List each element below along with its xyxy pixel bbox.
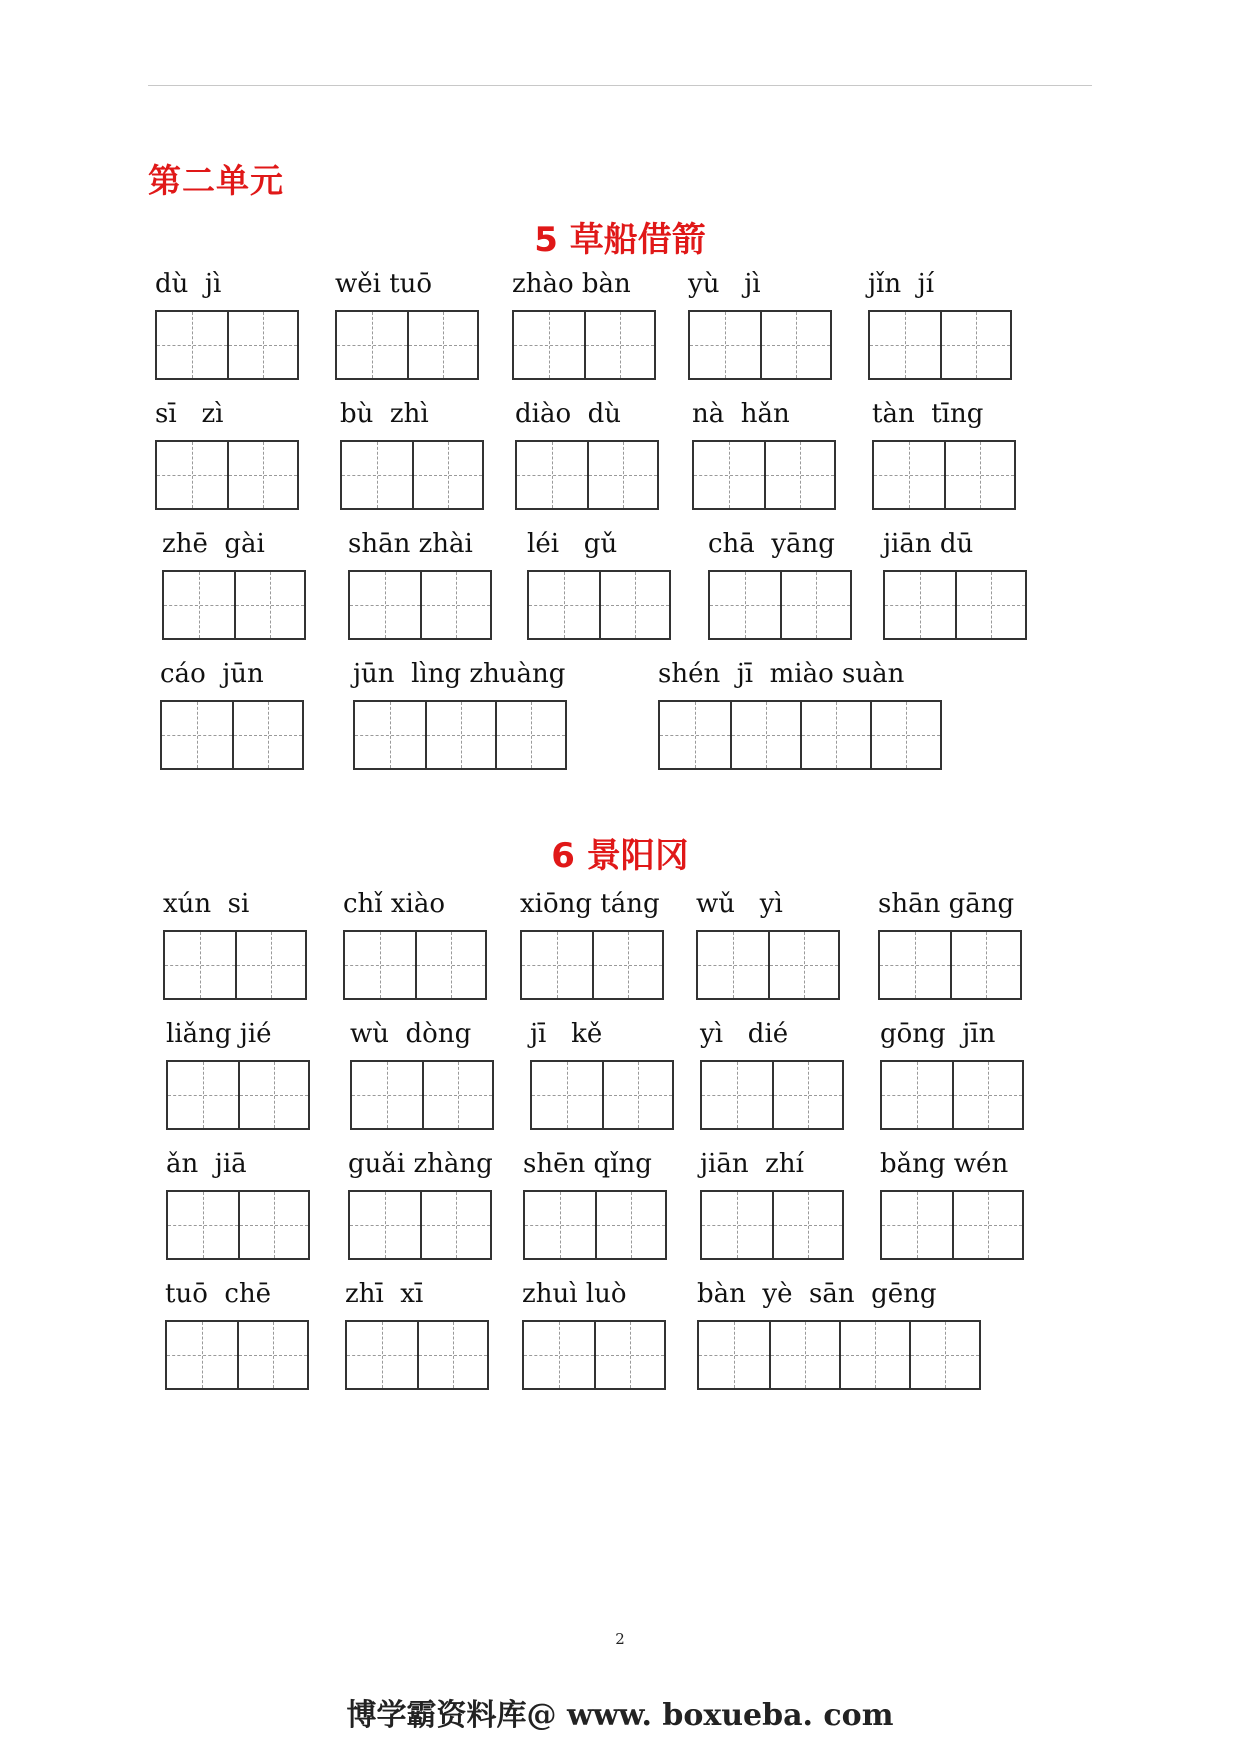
writing-cell[interactable] [352,1062,422,1128]
writing-cell[interactable] [235,932,305,998]
writing-cell[interactable] [769,1322,839,1388]
tianzige-grid [658,700,942,770]
tianzige-grid [343,930,487,1000]
writing-cell[interactable] [698,932,768,998]
tianzige-grid [162,570,306,640]
writing-cell[interactable] [764,442,834,508]
writing-cell[interactable] [870,312,940,378]
pinyin-label: shēn qǐng [523,1149,652,1179]
writing-cell[interactable] [882,1192,952,1258]
tianzige-grid [345,1320,489,1390]
writing-cell[interactable] [422,1062,492,1128]
writing-cell[interactable] [165,932,235,998]
pinyin-label: ǎn jiā [166,1149,247,1179]
tianzige-grid [697,1320,981,1390]
writing-cell[interactable] [584,312,654,378]
tianzige-grid [700,1190,844,1260]
pinyin-label: guǎi zhàng [348,1149,493,1179]
writing-cell[interactable] [157,442,227,508]
writing-cell[interactable] [238,1062,308,1128]
writing-cell[interactable] [880,932,950,998]
pinyin-label: bǎng wén [880,1149,1009,1179]
writing-cell[interactable] [350,572,420,638]
writing-cell[interactable] [522,932,592,998]
tianzige-grid [512,310,656,380]
writing-cell[interactable] [839,1322,909,1388]
writing-cell[interactable] [168,1192,238,1258]
writing-cell[interactable] [425,702,495,768]
writing-cell[interactable] [337,312,407,378]
lesson-title: 6 景阳冈 [551,836,689,876]
writing-cell[interactable] [164,572,234,638]
pinyin-label: bù zhì [340,399,429,429]
tianzige-grid [880,1190,1024,1260]
writing-cell[interactable] [955,572,1025,638]
writing-cell[interactable] [162,702,232,768]
writing-cell[interactable] [532,1062,602,1128]
pinyin-label: xiōng táng [520,889,660,919]
writing-cell[interactable] [415,932,485,998]
writing-cell[interactable] [885,572,955,638]
tianzige-grid [523,1190,667,1260]
tianzige-grid [530,1060,674,1130]
writing-cell[interactable] [420,572,490,638]
header-rule [148,85,1092,86]
pinyin-label: nà hǎn [692,399,790,429]
writing-cell[interactable] [780,572,850,638]
tianzige-grid [878,930,1022,1000]
writing-cell[interactable] [710,572,780,638]
tianzige-grid [696,930,840,1000]
tianzige-grid [348,570,492,640]
page-number: 2 [615,1630,625,1648]
writing-cell[interactable] [730,702,800,768]
writing-cell[interactable] [760,312,830,378]
writing-cell[interactable] [345,932,415,998]
writing-cell[interactable] [157,312,227,378]
writing-cell[interactable] [594,1322,664,1388]
tianzige-grid [160,700,304,770]
writing-cell[interactable] [227,312,297,378]
writing-cell[interactable] [420,1192,490,1258]
tianzige-grid [155,310,299,380]
tianzige-grid [872,440,1016,510]
pinyin-label: zhào bàn [512,269,631,299]
writing-cell[interactable] [694,442,764,508]
writing-cell[interactable] [412,442,482,508]
pinyin-label: jūn lìng zhuàng [353,659,566,689]
writing-cell[interactable] [417,1322,487,1388]
writing-cell[interactable] [587,442,657,508]
writing-cell[interactable] [702,1062,772,1128]
pinyin-label: zhī xī [345,1279,424,1309]
writing-cell[interactable] [602,1062,672,1128]
pinyin-label: chā yāng [708,529,835,559]
writing-cell[interactable] [355,702,425,768]
writing-cell[interactable] [227,442,297,508]
writing-cell[interactable] [342,442,412,508]
tianzige-grid [880,1060,1024,1130]
tianzige-grid [340,440,484,510]
tianzige-grid [868,310,1012,380]
tianzige-grid [522,1320,666,1390]
tianzige-grid [166,1060,310,1130]
writing-cell[interactable] [952,1192,1022,1258]
pinyin-label: shān zhài [348,529,473,559]
pinyin-label: chǐ xiào [343,889,446,919]
watermark: 博学霸资料库@ www. boxueba. com [346,1698,894,1733]
pinyin-label: zhuì luò [522,1279,627,1309]
writing-cell[interactable] [529,572,599,638]
tianzige-grid [883,570,1027,640]
tianzige-grid [708,570,852,640]
tianzige-grid [335,310,479,380]
pinyin-label: jiān zhí [700,1149,804,1179]
tianzige-grid [688,310,832,380]
pinyin-label: wěi tuō [335,269,433,299]
writing-cell[interactable] [595,1192,665,1258]
writing-cell[interactable] [168,1062,238,1128]
pinyin-label: liǎng jié [166,1019,272,1049]
unit-title: 第二单元 [148,161,284,200]
writing-cell[interactable] [772,1192,842,1258]
pinyin-label: shān gāng [878,889,1015,919]
writing-cell[interactable] [232,702,302,768]
pinyin-label: wù dòng [350,1019,472,1049]
pinyin-label: cáo jūn [160,659,264,689]
writing-cell[interactable] [495,702,565,768]
pinyin-label: dù jì [155,269,222,299]
writing-cell[interactable] [407,312,477,378]
writing-cell[interactable] [800,702,870,768]
writing-cell[interactable] [347,1322,417,1388]
tianzige-grid [520,930,664,1000]
pinyin-label: gōng jīn [880,1019,996,1049]
writing-cell[interactable] [940,312,1010,378]
pinyin-label: shén jī miào suàn [658,659,905,689]
writing-cell[interactable] [699,1322,769,1388]
writing-cell[interactable] [690,312,760,378]
lesson-title: 5 草船借箭 [534,220,706,260]
pinyin-label: yù jì [688,269,761,299]
pinyin-label: diào dù [515,399,622,429]
writing-cell[interactable] [238,1192,308,1258]
pinyin-label: tuō chē [165,1279,272,1309]
pinyin-label: xún si [163,889,250,919]
pinyin-label: wǔ yì [696,889,783,919]
writing-cell[interactable] [882,1062,952,1128]
tianzige-grid [350,1060,494,1130]
tianzige-grid [353,700,567,770]
pinyin-label: léi gǔ [527,529,618,559]
writing-cell[interactable] [514,312,584,378]
pinyin-label: yì dié [700,1019,789,1049]
tianzige-grid [515,440,659,510]
writing-cell[interactable] [167,1322,237,1388]
writing-cell[interactable] [234,572,304,638]
tianzige-grid [166,1190,310,1260]
writing-cell[interactable] [702,1192,772,1258]
tianzige-grid [163,930,307,1000]
writing-cell[interactable] [525,1192,595,1258]
pinyin-label: tàn tīng [872,399,984,429]
tianzige-grid [692,440,836,510]
writing-cell[interactable] [952,1062,1022,1128]
tianzige-grid [527,570,671,640]
writing-cell[interactable] [870,702,940,768]
pinyin-label: bàn yè sān gēng [697,1279,937,1309]
writing-cell[interactable] [909,1322,979,1388]
tianzige-grid [165,1320,309,1390]
writing-cell[interactable] [768,932,838,998]
writing-cell[interactable] [524,1322,594,1388]
pinyin-label: zhē gài [162,529,265,559]
pinyin-label: jī kě [530,1019,603,1049]
writing-cell[interactable] [592,932,662,998]
writing-cell[interactable] [350,1192,420,1258]
writing-cell[interactable] [944,442,1014,508]
pinyin-label: jiān dū [883,529,974,559]
writing-cell[interactable] [599,572,669,638]
tianzige-grid [348,1190,492,1260]
writing-cell[interactable] [874,442,944,508]
pinyin-label: sī zì [155,399,224,429]
writing-cell[interactable] [950,932,1020,998]
writing-cell[interactable] [517,442,587,508]
tianzige-grid [700,1060,844,1130]
tianzige-grid [155,440,299,510]
writing-cell[interactable] [660,702,730,768]
writing-cell[interactable] [237,1322,307,1388]
writing-cell[interactable] [772,1062,842,1128]
pinyin-label: jǐn jí [868,269,935,299]
